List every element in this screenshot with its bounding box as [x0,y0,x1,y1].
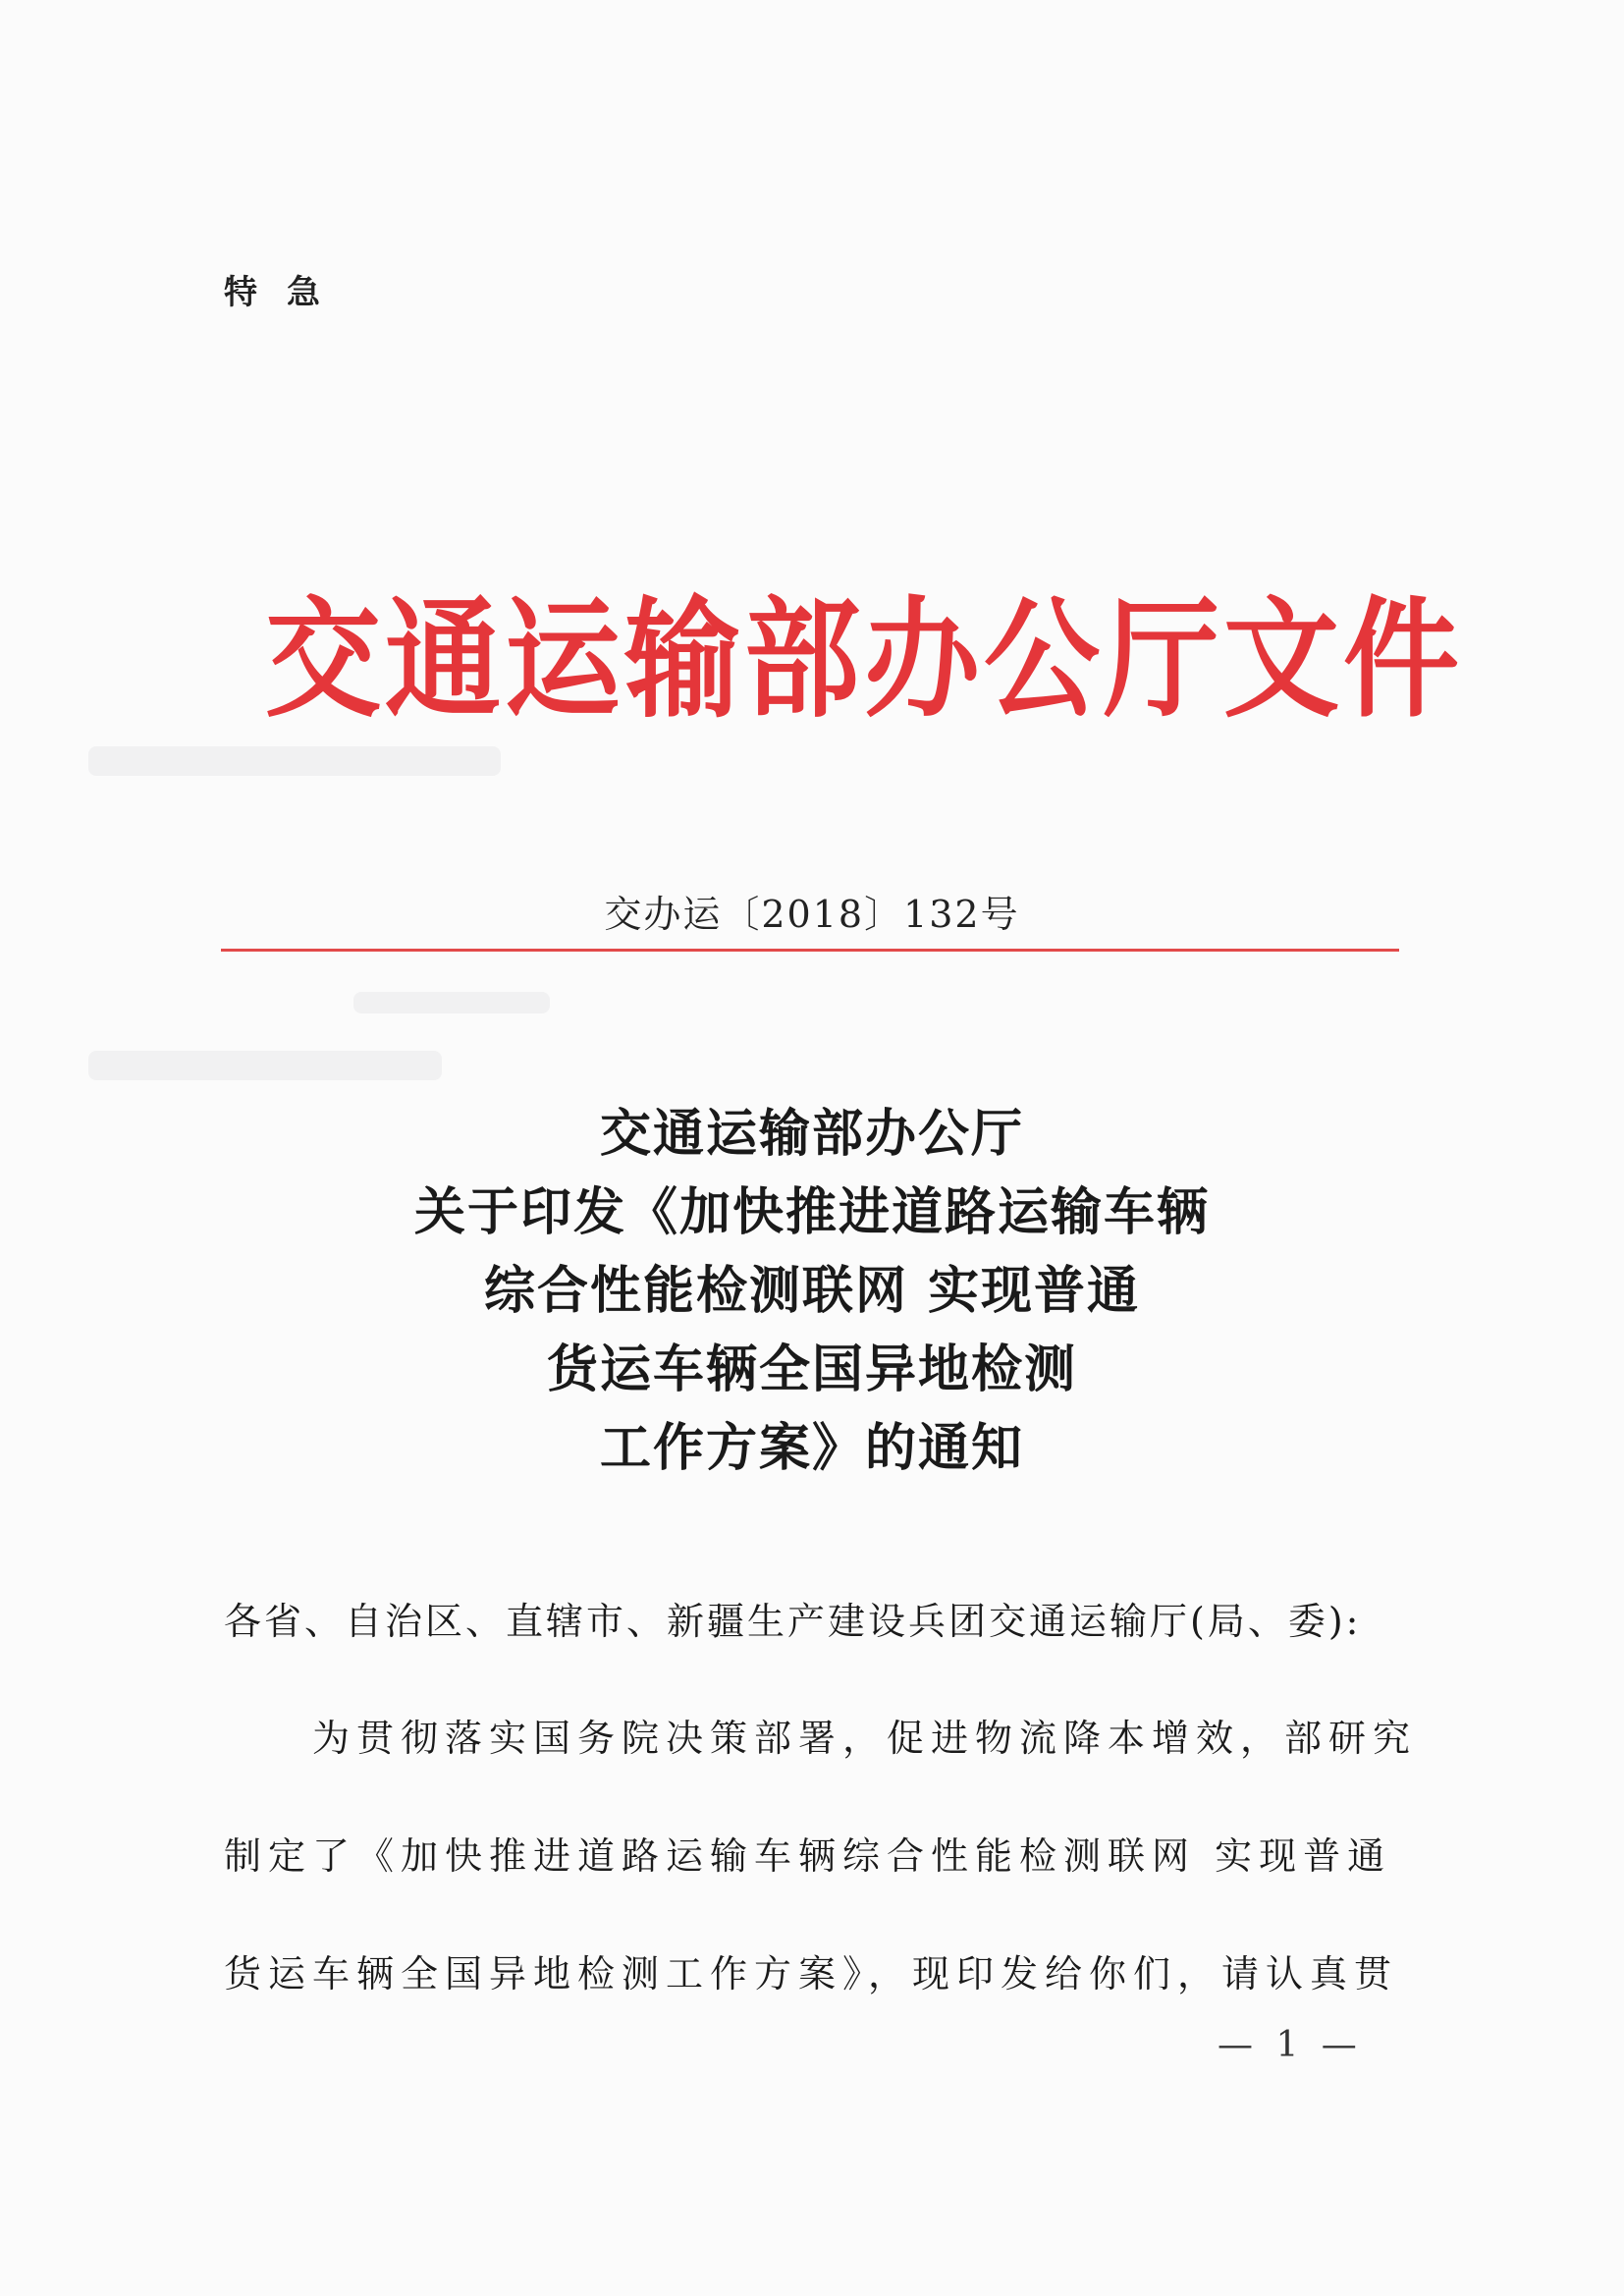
body-line: 制定了《加快推进道路运输车辆综合性能检测联网 实现普通 [224,1834,1392,1878]
body-line: 为贯彻落实国务院决策部署，促进物流降本增效，部研究 [312,1717,1418,1760]
red-separator-line [221,949,1399,952]
document-title [0,1095,1624,1488]
urgency-label: 特急 [224,273,350,312]
scan-artifact [88,746,501,776]
title-line: 货运车辆全国异地检测 [546,1340,1077,1399]
title-line: 综合性能检测联网 实现普通 [483,1262,1141,1321]
title-line: 工作方案》的通知 [599,1419,1024,1478]
scan-artifact [88,1051,442,1080]
scan-artifact [353,992,550,1013]
document-masthead: 交通运输部办公厅文件 [265,582,1464,736]
body-line: 货运车辆全国异地检测工作方案》，现印发给你们，请认真贯 [224,1952,1399,1995]
title-line: 交通运输部办公厅 [599,1105,1024,1164]
document-number: 交办运〔2018〕132号 [604,893,1020,936]
addressee-line: 各省、自治区、直辖市、新疆生产建设兵团交通运输厅(局、委): [224,1600,1362,1643]
body-paragraph [224,1709,1418,2062]
title-line: 关于印发《加快推进道路运输车辆 [413,1183,1210,1242]
page-number: — 1 — [1218,2025,1363,2065]
